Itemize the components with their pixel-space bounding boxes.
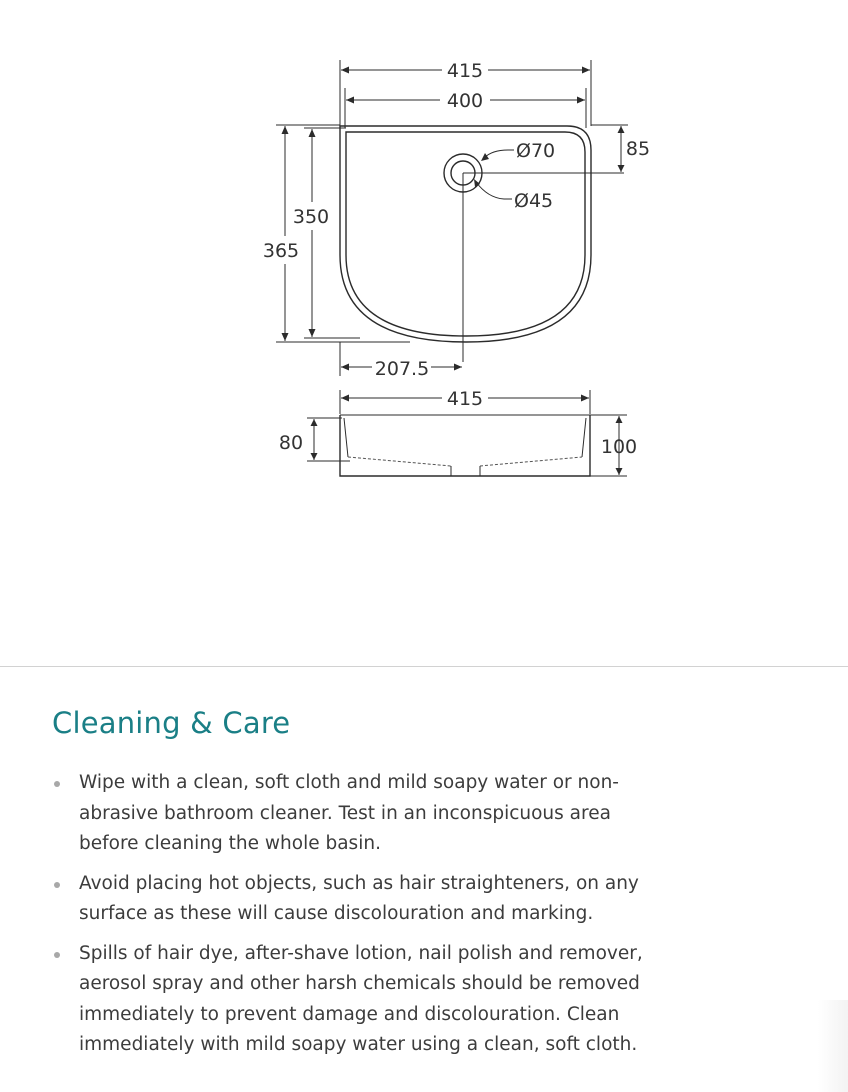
basin-technical-drawing xyxy=(0,0,848,500)
page-edge-shadow xyxy=(818,1000,848,1092)
dim-side-overall-width: 415 xyxy=(446,388,484,410)
cleaning-care-list xyxy=(50,768,690,1070)
bullet-icon xyxy=(54,781,60,787)
side-view xyxy=(279,388,637,476)
care-item-line: aerosol spray and other harsh chemicals should be removed xyxy=(79,973,640,994)
care-item-line: surface as these will cause discolouration and marking. xyxy=(79,903,594,924)
dim-waste-outer-diameter: Ø70 xyxy=(516,140,556,162)
care-list-item xyxy=(50,768,690,860)
care-item-line: immediately with mild soapy water using a clean, soft cloth. xyxy=(79,1034,638,1055)
care-list-item xyxy=(50,939,690,1061)
dim-overall-width: 415 xyxy=(446,60,484,82)
dim-waste-front-offset: 85 xyxy=(625,138,651,160)
dim-waste-side-offset: 207.5 xyxy=(374,358,430,380)
dim-inner-depth: 350 xyxy=(292,206,330,228)
care-item-line: abrasive bathroom cleaner. Test in an inconspicuous area xyxy=(79,802,611,824)
bullet-icon xyxy=(54,882,60,888)
dim-overall-depth: 365 xyxy=(262,240,300,262)
care-item-line: Avoid placing hot objects, such as hair straighteners, on any xyxy=(79,872,639,894)
bullet-icon xyxy=(54,952,60,958)
dim-side-inner-height: 80 xyxy=(278,432,304,454)
plan-view xyxy=(263,60,650,380)
care-item-line: Wipe with a clean, soft cloth and mild soapy water or non- xyxy=(79,772,619,793)
basin-side-profile xyxy=(340,415,590,476)
care-item-line: Spills of hair dye, after-shave lotion, nail polish and remover, xyxy=(79,942,643,964)
dim-waste-inner-diameter: Ø45 xyxy=(514,190,554,212)
dim-side-overall-height: 100 xyxy=(600,436,638,458)
care-item-line: before cleaning the whole basin. xyxy=(79,833,381,854)
care-item-line: immediately to prevent damage and discolouration. Clean xyxy=(79,1003,620,1025)
section-divider xyxy=(0,666,848,667)
dim-inner-width: 400 xyxy=(446,90,484,112)
cleaning-care-title: Cleaning & Care xyxy=(52,706,291,740)
care-list-item xyxy=(50,869,690,930)
basin-inner-outline xyxy=(346,132,585,336)
